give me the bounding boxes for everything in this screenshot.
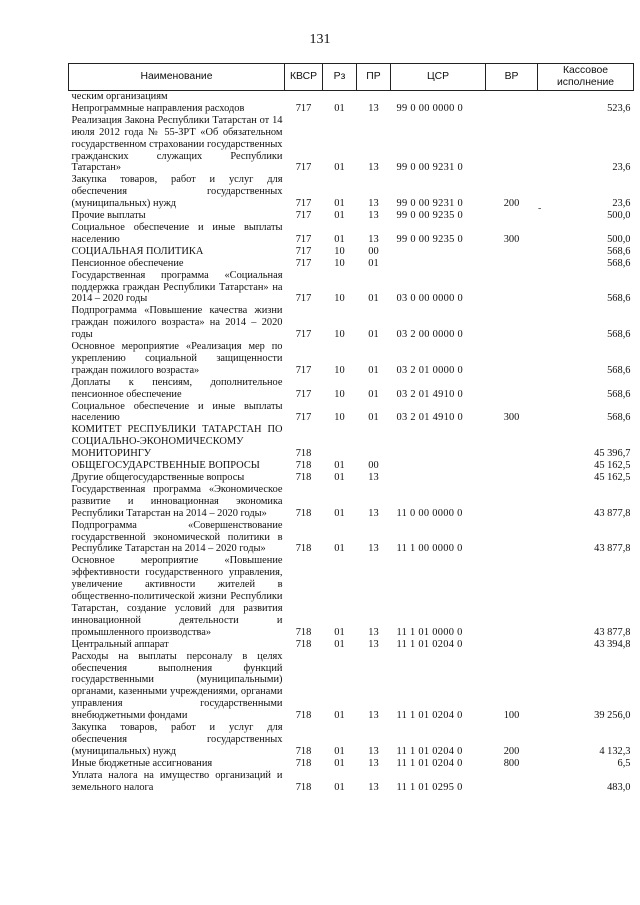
cell-vr [486, 341, 538, 377]
page-number: 131 [309, 32, 331, 47]
cell-name: Социальное обеспечение и иные выплаты населению [71, 400, 283, 424]
cell-pr: 13 [368, 626, 379, 638]
cell-vr [486, 460, 538, 472]
cell-csr [391, 246, 486, 258]
cell-pr: 13 [368, 472, 379, 483]
cell-pr: 00 [368, 245, 379, 257]
cell-sum: 500,0 [607, 233, 631, 245]
cell-sum: 39 256,0 [594, 710, 631, 722]
cell-vr [486, 555, 538, 638]
cell-name: Основное мероприятие «Реализация мер по укреплению социальной защищенности граждан пожилого возраста» [71, 341, 283, 376]
table-row [69, 246, 634, 258]
cell-name: Пенсионное обеспечение [71, 257, 184, 269]
header-csr: ЦСР [391, 64, 486, 91]
table-row [69, 377, 634, 401]
table-header-row [69, 64, 634, 91]
table-row [69, 341, 634, 377]
cell-kvsr: 718 [295, 543, 312, 555]
stray-mark: - [538, 203, 542, 214]
cell-vr [486, 210, 538, 222]
cell-pr: 01 [368, 293, 379, 305]
cell-name: Закупка товаров, работ и услуг для обеспечения государственных (муниципальных) нужд [71, 722, 283, 757]
cell-sum: 568,6 [607, 245, 631, 257]
cell-vr: 300 [503, 412, 520, 424]
cell-vr [486, 258, 538, 270]
cell-csr: 03 2 01 0000 0 [396, 364, 464, 376]
cell-name: СОЦИАЛЬНАЯ ПОЛИТИКА [71, 245, 204, 257]
table-row [69, 424, 634, 460]
cell-rz: 10 [334, 364, 345, 376]
cell-rz: 10 [334, 257, 345, 269]
cell-kvsr: 718 [295, 781, 312, 793]
table-row [69, 115, 634, 175]
cell-name: Другие общегосударственные вопросы [71, 472, 245, 483]
cell-csr: 11 1 01 0204 0 [396, 710, 463, 722]
cell-vr [486, 377, 538, 401]
cell-kvsr [285, 91, 323, 103]
table-row [69, 91, 634, 103]
cell-kvsr: 717 [295, 102, 312, 114]
cell-rz: 01 [334, 626, 345, 638]
cell-vr [486, 424, 538, 460]
budget-table [68, 63, 634, 793]
cell-csr: 11 0 00 0000 0 [396, 507, 463, 519]
cell-kvsr: 717 [295, 412, 312, 424]
cell-name: Государственная программа «Социальная поддержка граждан Республики Татарстан» на 2014 – 2020 годы [71, 269, 283, 305]
cell-csr [391, 424, 486, 460]
cell-rz: 10 [334, 388, 345, 400]
cell-rz: 01 [334, 102, 345, 114]
cell-pr: 01 [368, 364, 379, 376]
cell-sum: 6,5 [617, 757, 631, 769]
cell-pr: 13 [368, 638, 379, 650]
table-row [69, 103, 634, 115]
cell-sum: 45 162,5 [594, 472, 631, 483]
cell-rz: 01 [334, 460, 345, 472]
cell-kvsr: 718 [295, 472, 312, 483]
cell-pr [357, 91, 391, 103]
cell-name: Центральный аппарат [71, 638, 169, 650]
cell-rz: 10 [334, 245, 345, 257]
cell-kvsr: 717 [295, 364, 312, 376]
cell-name: Закупка товаров, работ и услуг для обеспечения государственных (муниципальных) нужд [71, 174, 283, 210]
cell-csr: 99 0 00 9231 0 [396, 198, 464, 210]
cell-rz: 01 [334, 507, 345, 519]
cell-sum: 483,0 [607, 781, 631, 793]
cell-csr [391, 460, 486, 472]
cell-kvsr: 718 [295, 757, 312, 769]
cell-name: Доплаты к пенсиям, дополнительное пенсионное обеспечение [71, 376, 283, 400]
cell-csr: 03 2 00 0000 0 [396, 329, 464, 341]
cell-csr: 99 0 00 9235 0 [396, 233, 464, 245]
cell-pr: 13 [368, 162, 379, 174]
cell-name: Государственная программа «Экономическое развитие и инновационная экономика Республики Татарстан на 2014 – 2020 годы» [71, 483, 283, 519]
cell-sum: 23,6 [612, 162, 631, 174]
cell-rz: 10 [334, 293, 345, 305]
cell-csr [391, 258, 486, 270]
cell-vr [486, 115, 538, 175]
cell-kvsr: 717 [295, 162, 312, 174]
cell-kvsr: 717 [295, 233, 312, 245]
cell-name: Подпрограмма «Повышение качества жизни граждан пожилого возраста» на 2014 – 2020 годы [71, 305, 283, 341]
table-row [69, 722, 634, 758]
cell-name: КОМИТЕТ РЕСПУБЛИКИ ТАТАРСТАН ПО СОЦИАЛЬНО-ЭКОНОМИЧЕСКОМУ МОНИТОРИНГУ [71, 424, 283, 460]
header-vr: ВР [486, 64, 538, 91]
table-row [69, 484, 634, 520]
cell-name: Уплата налога на имущество организаций и земельного налога [71, 769, 283, 793]
cell-sum: 43 877,8 [594, 507, 631, 519]
cell-sum: 568,6 [607, 388, 631, 400]
cell-kvsr: 717 [295, 198, 312, 210]
cell-pr: 13 [368, 710, 379, 722]
cell-name: Реализация Закона Республики Татарстан от 14 июля 2012 года № 55-ЗРТ «Об обязательном государственном страховании государственных гражданских служащих Республики Татарстан» [71, 114, 283, 174]
cell-pr: 13 [368, 781, 379, 793]
cell-vr [486, 484, 538, 520]
cell-pr: 00 [368, 460, 379, 472]
cell-vr: 800 [503, 757, 520, 769]
cell-name: Социальное обеспечение и иные выплаты населению [71, 221, 283, 245]
cell-vr: 300 [503, 233, 520, 245]
table-row [69, 639, 634, 651]
cell-vr [486, 246, 538, 258]
cell-pr: 13 [368, 102, 379, 114]
cell-pr: 13 [368, 210, 379, 222]
cell-csr: 11 1 01 0000 0 [396, 626, 463, 638]
cell-rz: 01 [334, 710, 345, 722]
cell-name: Иные бюджетные ассигнования [71, 757, 213, 769]
cell-pr: 13 [368, 507, 379, 519]
cell-csr: 11 1 01 0204 0 [396, 638, 463, 650]
cell-kvsr: 718 [295, 448, 312, 460]
cell-vr [486, 770, 538, 794]
cell-name: Расходы на выплаты персоналу в целях обеспечения выполнения функций государственными (муниципальными) органами, казенными учреждениями, органами управления государственными внебюджетными фондами [71, 650, 283, 722]
cell-vr: 100 [503, 710, 520, 722]
cell-sum: 45 162,5 [594, 460, 631, 472]
cell-sum: 43 877,8 [594, 626, 631, 638]
cell-sum: 568,6 [607, 329, 631, 341]
cell-rz: 01 [334, 638, 345, 650]
cell-sum: 43 877,8 [594, 543, 631, 555]
cell-name: Непрограммные направления расходов [71, 102, 245, 114]
cell-csr: 99 0 00 9231 0 [396, 162, 464, 174]
cell-rz [323, 91, 357, 103]
cell-kvsr: 717 [295, 245, 312, 257]
header-rz: Рз [323, 64, 357, 91]
cell-rz: 01 [334, 210, 345, 222]
cell-rz: 01 [334, 745, 345, 757]
cell-sum [538, 91, 634, 103]
cell-kvsr: 717 [295, 388, 312, 400]
header-kvsr: КВСР [285, 64, 323, 91]
table-row [69, 520, 634, 556]
cell-sum: 500,0 [607, 210, 631, 222]
header-name: Наименование [69, 64, 285, 91]
cell-csr: 03 2 01 4910 0 [396, 388, 464, 400]
cell-csr: 11 1 01 0204 0 [396, 745, 463, 757]
cell-pr: 13 [368, 543, 379, 555]
cell-vr [486, 472, 538, 484]
cell-name: Основное мероприятие «Повышение эффективности государственного управления, увеличение активности жителей в общественно-политической жизни Республики Татарстан, создание условий для развития инновационной деятельности и промышленного производства» [71, 555, 283, 638]
cell-name: ОБЩЕГОСУДАРСТВЕННЫЕ ВОПРОСЫ [71, 460, 260, 472]
cell-pr: 01 [368, 388, 379, 400]
cell-rz [323, 424, 357, 460]
cell-csr: 11 1 01 0204 0 [396, 757, 463, 769]
cell-pr: 13 [368, 745, 379, 757]
cell-sum: 43 394,8 [594, 638, 631, 650]
cell-kvsr: 717 [295, 293, 312, 305]
cell-vr [486, 639, 538, 651]
cell-sum: 45 396,7 [594, 448, 631, 460]
cell-rz: 10 [334, 329, 345, 341]
cell-pr: 13 [368, 757, 379, 769]
cell-kvsr: 718 [295, 745, 312, 757]
cell-sum: 568,6 [607, 257, 631, 269]
table-row [69, 174, 634, 210]
table-row [69, 770, 634, 794]
table-row [69, 401, 634, 425]
cell-rz: 01 [334, 781, 345, 793]
table-row [69, 651, 634, 722]
cell-vr [486, 520, 538, 556]
cell-sum: 523,6 [607, 102, 631, 114]
table-row [69, 258, 634, 270]
table-body [69, 91, 634, 794]
cell-sum: 23,6 [612, 198, 631, 210]
cell-vr [486, 91, 538, 103]
cell-name: Прочие выплаты [71, 210, 146, 222]
table-row [69, 472, 634, 484]
table-row [69, 210, 634, 222]
cell-pr: 13 [368, 233, 379, 245]
cell-pr: 01 [368, 412, 379, 424]
table-row [69, 758, 634, 770]
cell-kvsr: 718 [295, 626, 312, 638]
cell-csr: 03 2 01 4910 0 [396, 412, 464, 424]
table-row [69, 555, 634, 638]
cell-csr: 99 0 00 0000 0 [396, 102, 464, 114]
cell-sum: 568,6 [607, 412, 631, 424]
cell-kvsr: 717 [295, 257, 312, 269]
cell-kvsr: 717 [295, 329, 312, 341]
cell-sum: 568,6 [607, 293, 631, 305]
cell-csr [391, 472, 486, 484]
cell-rz: 01 [334, 757, 345, 769]
cell-rz: 01 [334, 198, 345, 210]
cell-rz: 01 [334, 233, 345, 245]
cell-pr: 01 [368, 257, 379, 269]
cell-rz: 01 [334, 543, 345, 555]
cell-vr: 200 [503, 745, 520, 757]
cell-pr: 13 [368, 198, 379, 210]
cell-name: ческим организациям [71, 91, 168, 102]
cell-csr: 03 0 00 0000 0 [396, 293, 464, 305]
cell-kvsr: 718 [295, 460, 312, 472]
cell-csr: 11 1 01 0295 0 [396, 781, 463, 793]
cell-csr: 99 0 00 9235 0 [396, 210, 464, 222]
header-sum: Кассовое исполнение [538, 64, 634, 91]
cell-name: Подпрограмма «Совершенствование государственной экономической политики в Республике Татарстан на 2014 – 2020 годы» [71, 519, 283, 555]
cell-vr [486, 103, 538, 115]
table-row [69, 222, 634, 246]
cell-kvsr: 718 [295, 710, 312, 722]
cell-vr: 200 [503, 198, 520, 210]
cell-sum: 4 132,3 [599, 745, 631, 757]
table-row [69, 305, 634, 341]
cell-sum: 568,6 [607, 364, 631, 376]
cell-kvsr: 718 [295, 507, 312, 519]
cell-csr: 11 1 00 0000 0 [396, 543, 463, 555]
cell-vr [486, 305, 538, 341]
cell-pr: 01 [368, 329, 379, 341]
cell-kvsr: 718 [295, 638, 312, 650]
cell-csr [391, 91, 486, 103]
cell-pr [357, 424, 391, 460]
cell-rz: 10 [334, 412, 345, 424]
table-row [69, 270, 634, 306]
cell-rz: 01 [334, 162, 345, 174]
cell-vr [486, 270, 538, 306]
header-pr: ПР [357, 64, 391, 91]
cell-kvsr: 717 [295, 210, 312, 222]
table-row [69, 460, 634, 472]
cell-rz: 01 [334, 472, 345, 483]
